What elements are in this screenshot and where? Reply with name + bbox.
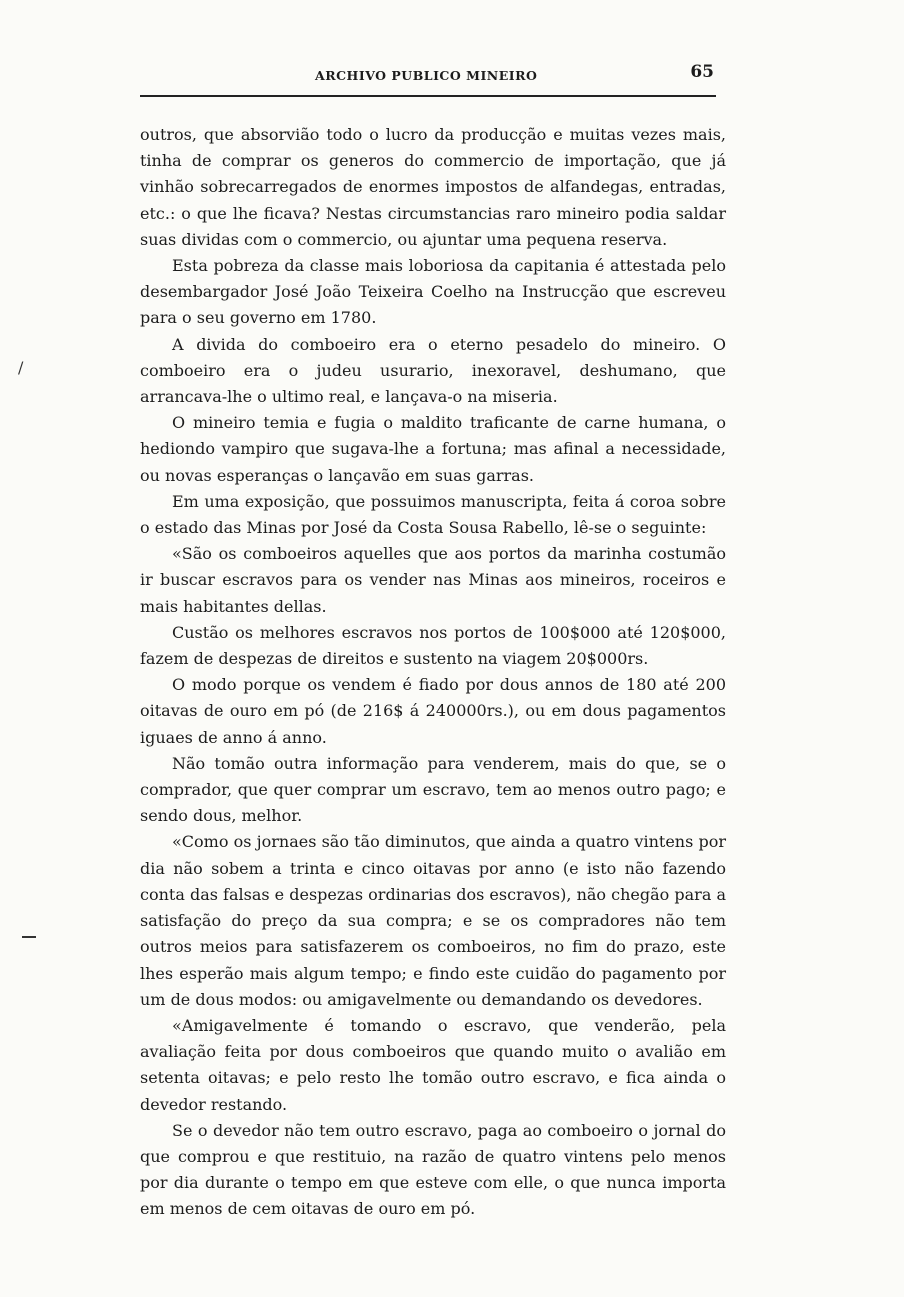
quoted-paragraph: «Amigavelmente é tomando o escravo, que venderão, pela avaliação feita por dous comboeiros que quando muito o avalião em setenta oitavas; e pelo resto lhe tomão outro escravo, e fica ainda o devedor restando.: [140, 1015, 726, 1114]
paragraph: Esta pobreza da classe mais loboriosa da capitania é attestada pelo desembargador José João Teixeira Coelho na Instrucção que escreveu para o seu governo em 1780.: [140, 256, 726, 328]
paragraph: O mineiro temia e fugia o maldito traficante de carne humana, o hediondo vampiro que sugava-lhe a fortuna; mas afinal a necessidade, ou novas esperanças o lançavão em suas garras.: [140, 413, 726, 485]
quoted-paragraph: Não tomão outra informação para venderem, mais do que, se o comprador, que quer comprar um escravo, tem ao menos outro pago; e sendo dous, melhor.: [140, 753, 726, 826]
paragraph: A divida do comboeiro era o eterno pesadelo do mineiro. O comboeiro era o judeu usurario, inexoravel, deshumano, que arrancava-lhe o ultimo real, e lançava-o na miseria.: [140, 334, 726, 407]
body-text: [140, 122, 726, 1223]
quoted-paragraph: Se o devedor não tem outro escravo, paga ao comboeiro o jornal do que comprou e que restituio, na razão de quatro vintens pelo menos por dia durante o tempo em que esteve com elle, o que nunca importa em menos de cem oitavas de ouro em pó.: [140, 1120, 726, 1219]
running-title: ARCHIVO PUBLICO MINEIRO: [315, 68, 538, 83]
paragraph: outros, que absorvião todo o lucro da producção e muitas vezes mais, tinha de comprar os generos do commercio de importação, que já vinhão sobrecarregados de enormes impostos de alfandegas, entradas, etc.: o que lhe ficava? Nestas circumstancias raro mineiro podia saldar suas dividas com o commercio, ou ajuntar uma pequena reserva.: [140, 125, 726, 249]
page-header: [140, 62, 716, 92]
quoted-paragraph: O modo porque os vendem é fiado por dous annos de 180 até 200 oitavas de ouro em pó (de 216$ á 240000rs.), ou em dous pagamentos iguaes de anno á anno.: [140, 675, 726, 747]
margin-dash: [22, 936, 36, 938]
quoted-paragraph: Custão os melhores escravos nos portos de 100$000 até 120$000, fazem de despezas de direitos e sustento na viagem 20$000rs.: [140, 622, 726, 669]
paragraph: Em uma exposição, que possuimos manuscripta, feita á coroa sobre o estado das Minas por José da Costa Sousa Rabello, lê-se o seguinte:: [140, 491, 726, 538]
page-number: 65: [690, 62, 714, 82]
quoted-paragraph: «São os comboeiros aquelles que aos portos da marinha costumão ir buscar escravos para os vender nas Minas aos mineiros, roceiros e mais habitantes dellas.: [140, 544, 726, 616]
quoted-paragraph: «Como os jornaes são tão diminutos, que ainda a quatro vintens por dia não sobem a trinta e cinco oitavas por anno (e isto não fazendo conta das falsas e despezas ordinarias dos escravos), não chegão para a satisfação do preço da sua compra; e se os compradores não tem outros meios para satisfazerem os comboeiros, no fim do prazo, este lhes esperão mais algum tempo; e findo este cuidão do pagamento por um de dous modos: ou amigavelmente ou demandando os devedores.: [140, 832, 726, 1009]
header-rule: [140, 95, 716, 97]
margin-mark: /: [18, 358, 24, 377]
